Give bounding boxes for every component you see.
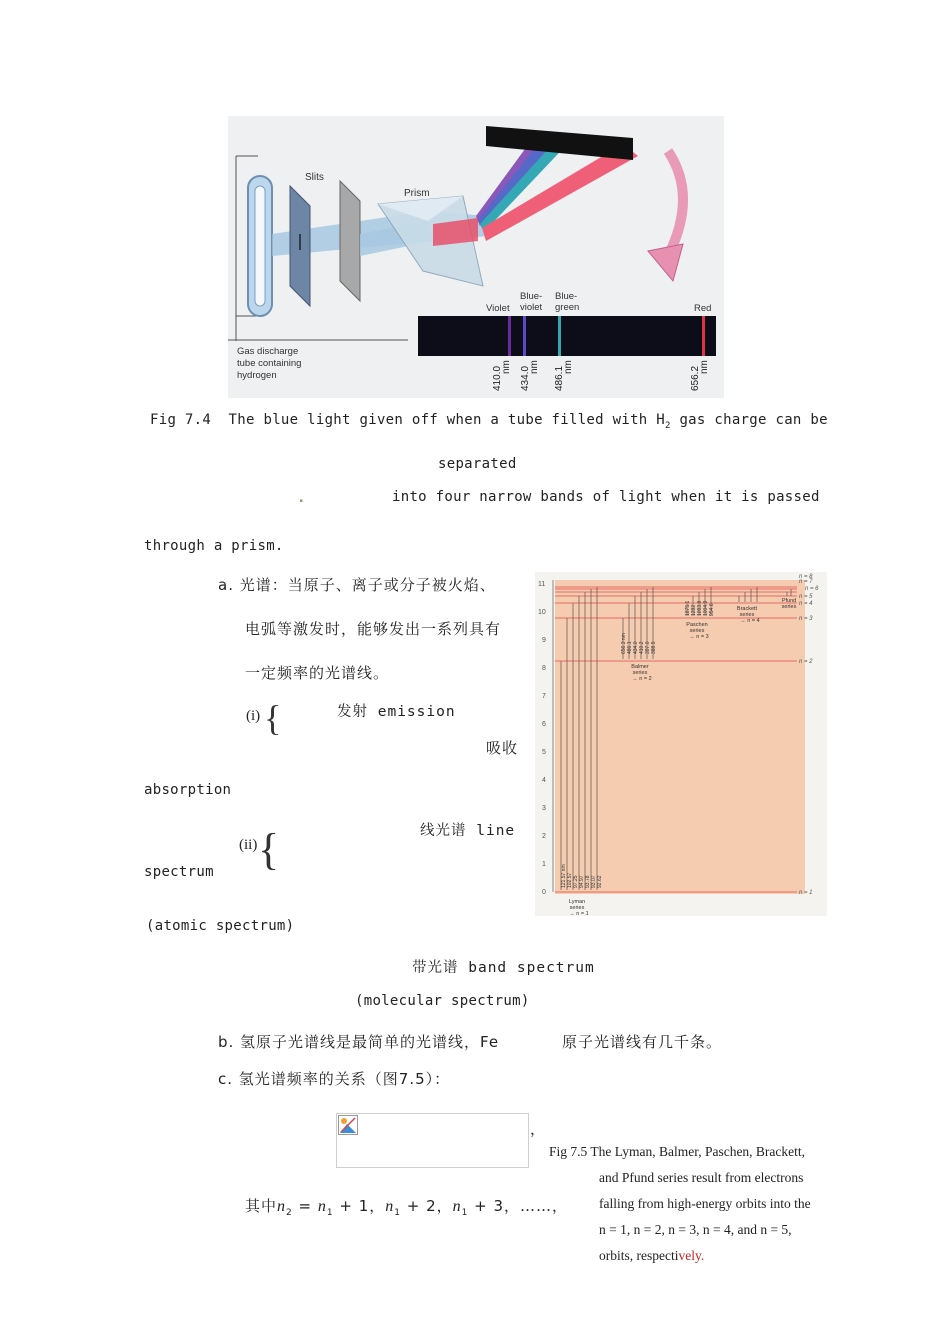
fig75-caption-l1: Fig 7.5 The Lyman, Balmer, Paschen, Brackett, <box>549 1144 806 1159</box>
fig75-caption-l3: falling from high-energy orbits into the <box>599 1196 811 1211</box>
label-i: (i) <box>246 708 261 724</box>
label-slits: Slits <box>305 172 324 183</box>
svg-text:3: 3 <box>542 805 546 812</box>
svg-text:nm: nm <box>501 360 512 374</box>
svg-text:397.0: 397.0 <box>645 641 651 654</box>
fig75-caption-l2: and Pfund series result from electrons <box>599 1170 804 1185</box>
svg-text:series: series <box>689 628 705 634</box>
svg-text:97.25: 97.25 <box>573 875 579 888</box>
svg-text:→ n = 1: → n = 1 <box>569 911 589 916</box>
svg-text:11: 11 <box>538 581 546 588</box>
svg-text:8: 8 <box>542 665 546 672</box>
svg-text:410.2: 410.2 <box>639 641 645 654</box>
section-c-text: c. 氢光谱频率的关系（图7.5）： <box>218 1070 451 1088</box>
section-a-line3: 一定频率的光谱线。 <box>245 664 390 682</box>
svg-text:954.6: 954.6 <box>709 603 715 616</box>
svg-text:121.57 nm: 121.57 nm <box>561 864 567 888</box>
svg-text:93.78: 93.78 <box>585 875 591 888</box>
stray-dot: . <box>297 490 306 506</box>
fig74-caption-line4: through a prism. <box>144 538 284 554</box>
label-prism: Prism <box>404 188 430 199</box>
band-spectrum-label: 带光谱 band spectrum <box>412 960 595 976</box>
svg-text:1282: 1282 <box>691 604 697 616</box>
slit-2 <box>340 181 360 301</box>
svg-text:nm: nm <box>563 360 574 374</box>
fig74-caption-line2: separated <box>438 456 517 472</box>
svg-text:n = 2: n = 2 <box>799 659 813 665</box>
svg-text:n = 5: n = 5 <box>799 594 813 600</box>
label-blue-violet: Blue- violet <box>520 291 543 313</box>
svg-text:nm: nm <box>529 360 540 374</box>
svg-text:series: series <box>632 670 648 676</box>
line-spectrum-label: 线光谱 line <box>420 823 516 839</box>
svg-text:series: series <box>739 612 755 618</box>
svg-text:nm: nm <box>699 360 710 374</box>
svg-text:388.9: 388.9 <box>651 641 657 654</box>
svg-text:n = 4: n = 4 <box>799 601 813 607</box>
label-ii: (ii) <box>239 837 258 853</box>
svg-text:series: series <box>569 905 585 911</box>
svg-text:1: 1 <box>542 861 546 868</box>
formula-comma: ， <box>530 1120 547 1138</box>
figure-7-4 <box>228 116 724 398</box>
fig74-caption-line1: Fig 7.4 The blue light given off when a tube filled with $H_2$ gas charge can be <box>150 412 828 431</box>
label-blue-green: Blue- green <box>555 291 580 313</box>
svg-text:4: 4 <box>542 777 546 784</box>
wl-656: 656.2 <box>690 365 701 391</box>
svg-text:94.97: 94.97 <box>579 875 585 888</box>
atomic-spectrum: (atomic spectrum) <box>146 918 295 934</box>
svg-text:→ n = 3: → n = 3 <box>689 634 709 640</box>
wl-486: 486.1 <box>554 365 565 391</box>
svg-text:→ n = 4: → n = 4 <box>740 618 760 624</box>
svg-text:Paschen: Paschen <box>686 622 708 628</box>
spectrum-strip <box>418 316 716 356</box>
svg-text:Brackett: Brackett <box>736 606 758 612</box>
svg-text:Pfund: Pfund <box>781 598 797 604</box>
svg-text:92.62: 92.62 <box>597 875 603 888</box>
svg-text:9: 9 <box>542 637 546 644</box>
section-b-text2: 原子光谱线有几千条。 <box>562 1033 723 1051</box>
wl-434: 434.0 <box>520 365 531 391</box>
svg-text:2: 2 <box>542 833 546 840</box>
wl-410: 410.0 <box>492 365 503 391</box>
svg-text:93.07: 93.07 <box>591 875 597 888</box>
fig75-caption-l4: n = 1, n = 2, n = 3, n = 4, and n = 5, <box>599 1222 792 1237</box>
label-tube: Gas discharge tube containing hydrogen <box>237 346 302 381</box>
svg-text:series: series <box>781 604 797 610</box>
svg-text:n = 3: n = 3 <box>799 616 813 622</box>
absorption-cn: 吸收 <box>486 739 519 757</box>
svg-text:434.0: 434.0 <box>633 641 639 654</box>
section-b-text1: b. 氢原子光谱线是最简单的光谱线，Fe <box>218 1033 500 1051</box>
label-red: Red <box>694 303 712 314</box>
svg-text:102.57: 102.57 <box>567 872 573 888</box>
svg-text:Lyman: Lyman <box>568 899 586 905</box>
formula-image-placeholder <box>336 1113 529 1168</box>
energy-level-diagram <box>535 572 827 916</box>
brace-i: { <box>264 698 282 738</box>
svg-text:656.3 nm: 656.3 nm <box>621 633 627 654</box>
svg-text:→ n = 2: → n = 2 <box>632 676 652 682</box>
section-a-line2: 电弧等激发时，能够发出一系列具有 <box>245 620 502 638</box>
label-violet: Violet <box>486 303 510 314</box>
formula-n-values: 其中$n_2 = n_1 + 1$，$n_1 + 2$，$n_1 + 3$，……， <box>245 1197 569 1218</box>
svg-text:n = 6: n = 6 <box>805 586 819 592</box>
svg-text:6: 6 <box>542 721 546 728</box>
svg-text:n = 8: n = 8 <box>799 574 813 580</box>
figure-7-5 <box>535 572 827 916</box>
molecular-spectrum: (molecular spectrum) <box>355 993 530 1009</box>
svg-text:0: 0 <box>542 889 546 896</box>
svg-text:n = 7: n = 7 <box>799 579 813 585</box>
brace-ii: { <box>258 825 280 874</box>
broken-image-icon <box>338 1115 358 1135</box>
fig74-caption-line3: into four narrow bands of light when it is passed <box>392 489 820 505</box>
svg-text:5: 5 <box>542 749 546 756</box>
emission-label: 发射 emission <box>337 704 456 720</box>
svg-text:10: 10 <box>538 609 546 616</box>
svg-text:1004.9: 1004.9 <box>703 600 709 616</box>
svg-text:486.1: 486.1 <box>627 641 633 654</box>
svg-text:1093.8: 1093.8 <box>697 600 703 616</box>
fig75-caption-l5: orbits, respectively. <box>599 1248 705 1263</box>
section-a-line1: a. 光谱：当原子、离子或分子被火焰、 <box>218 576 496 594</box>
spectrum-word: spectrum <box>144 864 214 880</box>
svg-text:n = 1: n = 1 <box>799 890 813 896</box>
absorption-en: absorption <box>144 782 232 798</box>
svg-text:7: 7 <box>542 693 546 700</box>
svg-text:Balmer: Balmer <box>631 664 649 670</box>
svg-text:1875.1: 1875.1 <box>685 600 691 616</box>
